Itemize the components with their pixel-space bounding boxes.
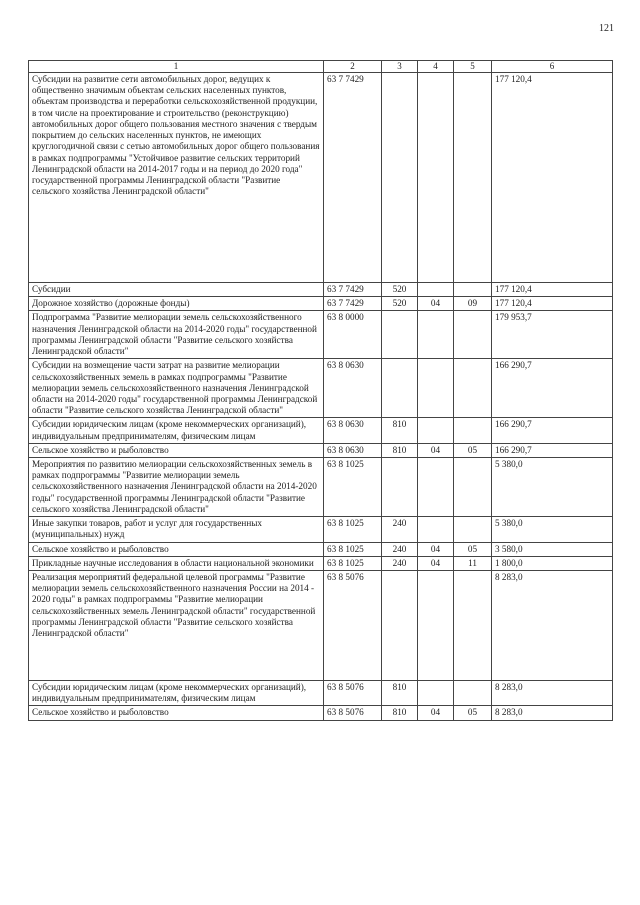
row-code: 63 8 1025 xyxy=(324,542,382,556)
row-expense-type xyxy=(382,359,418,418)
row-section: 04 xyxy=(418,706,454,720)
header-cell: 5 xyxy=(454,61,492,73)
row-subsection xyxy=(454,418,492,443)
row-code: 63 8 0000 xyxy=(324,311,382,359)
row-expense-type: 520 xyxy=(382,282,418,296)
row-subsection: 05 xyxy=(454,706,492,720)
row-name: Сельское хозяйство и рыболовство xyxy=(29,542,324,556)
row-code: 63 8 5076 xyxy=(324,571,382,681)
row-amount: 8 283,0 xyxy=(492,571,613,681)
row-name: Субсидии юридическим лицам (кроме некоммерческих организаций), индивидуальным предпринимателям, физическим лицам xyxy=(29,681,324,706)
row-code: 63 8 1025 xyxy=(324,458,382,517)
table-row xyxy=(29,418,613,443)
table-row xyxy=(29,359,613,418)
row-amount: 8 283,0 xyxy=(492,706,613,720)
row-amount: 166 290,7 xyxy=(492,418,613,443)
table-row xyxy=(29,517,613,542)
row-code: 63 7 7429 xyxy=(324,72,382,282)
row-expense-type: 810 xyxy=(382,706,418,720)
row-subsection xyxy=(454,359,492,418)
row-subsection xyxy=(454,282,492,296)
table-row xyxy=(29,458,613,517)
row-expense-type xyxy=(382,571,418,681)
row-section xyxy=(418,418,454,443)
row-expense-type xyxy=(382,72,418,282)
row-expense-type: 520 xyxy=(382,297,418,311)
row-section: 04 xyxy=(418,443,454,457)
row-subsection: 11 xyxy=(454,556,492,570)
row-name: Дорожное хозяйство (дорожные фонды) xyxy=(29,297,324,311)
row-name: Субсидии на возмещение части затрат на развитие мелиорации сельскохозяйственных земель в рамках подпрограммы "Развитие мелиорации земель сельскохозяйственного назначения Ленинградской области на 2014-2020 годы" государственной программы Ленинградской области "Развитие сельского хозяйства Ленинградской области" xyxy=(29,359,324,418)
row-name: Субсидии xyxy=(29,282,324,296)
row-amount: 177 120,4 xyxy=(492,282,613,296)
row-code: 63 8 5076 xyxy=(324,681,382,706)
row-subsection xyxy=(454,681,492,706)
row-expense-type: 810 xyxy=(382,681,418,706)
row-section: 04 xyxy=(418,556,454,570)
row-expense-type: 810 xyxy=(382,418,418,443)
row-section xyxy=(418,681,454,706)
page-number: 121 xyxy=(599,23,614,34)
row-subsection xyxy=(454,517,492,542)
header-cell: 1 xyxy=(29,61,324,73)
row-subsection xyxy=(454,571,492,681)
row-amount: 5 380,0 xyxy=(492,458,613,517)
row-name: Подпрограмма "Развитие мелиорации земель сельскохозяйственного назначения Ленинградской области на 2014-2020 годы" государственной программы Ленинградской области "Развитие сельского хозяйства Ленинградской области" xyxy=(29,311,324,359)
row-subsection xyxy=(454,311,492,359)
row-name: Мероприятия по развитию мелиорации сельскохозяйственных земель в рамках подпрограммы "Развитие мелиорации земель сельскохозяйственного назначения Ленинградской области на 2014-2020 годы" государственной программы Ленинградской области "Развитие сельского хозяйства Ленинградской области" xyxy=(29,458,324,517)
row-name: Субсидии юридическим лицам (кроме некоммерческих организаций), индивидуальным предпринимателям, физическим лицам xyxy=(29,418,324,443)
row-section xyxy=(418,571,454,681)
row-code: 63 8 0630 xyxy=(324,359,382,418)
row-code: 63 7 7429 xyxy=(324,297,382,311)
row-amount: 166 290,7 xyxy=(492,359,613,418)
row-section xyxy=(418,282,454,296)
table-row xyxy=(29,681,613,706)
row-code: 63 8 1025 xyxy=(324,517,382,542)
row-code: 63 8 1025 xyxy=(324,556,382,570)
header-cell: 2 xyxy=(324,61,382,73)
table-row xyxy=(29,311,613,359)
table-row xyxy=(29,542,613,556)
table-header-row xyxy=(29,61,613,73)
row-section: 04 xyxy=(418,297,454,311)
row-amount: 166 290,7 xyxy=(492,443,613,457)
row-expense-type: 240 xyxy=(382,517,418,542)
row-expense-type xyxy=(382,458,418,517)
row-name: Сельское хозяйство и рыболовство xyxy=(29,706,324,720)
row-subsection: 09 xyxy=(454,297,492,311)
row-amount: 8 283,0 xyxy=(492,681,613,706)
row-section: 04 xyxy=(418,542,454,556)
row-section xyxy=(418,359,454,418)
row-amount: 177 120,4 xyxy=(492,72,613,282)
row-amount: 179 953,7 xyxy=(492,311,613,359)
row-name: Субсидии на развитие сети автомобильных дорог, ведущих к общественно значимым объектам сельских населенных пунктов, объектам производства и переработки сельскохозяйственной продукции, в том числе на проектирование и строительство (реконструкцию) автомобильных дорог общего пользования местного значения с твердым покрытием до сельских населенных пунктов, не имеющих круглогодичной связи с сетью автомобильных дорог общего пользования в рамках подпрограммы "Устойчивое развитие сельских территорий Ленинградской области на 2014-2017 годы и на период до 2020 года" государственной программы Ленинградской области "Развитие сельского хозяйства Ленинградской области" xyxy=(29,72,324,282)
row-subsection xyxy=(454,72,492,282)
row-expense-type: 810 xyxy=(382,443,418,457)
row-amount: 3 580,0 xyxy=(492,542,613,556)
budget-table xyxy=(28,60,613,721)
row-section xyxy=(418,72,454,282)
header-cell: 4 xyxy=(418,61,454,73)
table-row xyxy=(29,556,613,570)
header-cell: 3 xyxy=(382,61,418,73)
row-section xyxy=(418,517,454,542)
row-amount: 177 120,4 xyxy=(492,297,613,311)
table-row xyxy=(29,282,613,296)
table-row xyxy=(29,297,613,311)
header-cell: 6 xyxy=(492,61,613,73)
row-name: Сельское хозяйство и рыболовство xyxy=(29,443,324,457)
row-expense-type xyxy=(382,311,418,359)
row-subsection xyxy=(454,458,492,517)
table-row xyxy=(29,443,613,457)
table-row xyxy=(29,72,613,282)
row-name: Реализация мероприятий федеральной целевой программы "Развитие мелиорации земель сельскохозяйственного назначения России на 2014 - 2020 годы" в рамках подпрограммы "Развитие мелиорации сельскохозяйственных земель Ленинградской области" государственной программы Ленинградской области "Развитие сельского хозяйства Ленинградской области" xyxy=(29,571,324,681)
row-code: 63 8 0630 xyxy=(324,418,382,443)
row-section xyxy=(418,458,454,517)
row-name: Прикладные научные исследования в области национальной экономики xyxy=(29,556,324,570)
row-code: 63 7 7429 xyxy=(324,282,382,296)
table-row xyxy=(29,571,613,681)
table-row xyxy=(29,706,613,720)
row-amount: 5 380,0 xyxy=(492,517,613,542)
row-section xyxy=(418,311,454,359)
row-name: Иные закупки товаров, работ и услуг для государственных (муниципальных) нужд xyxy=(29,517,324,542)
row-amount: 1 800,0 xyxy=(492,556,613,570)
row-code: 63 8 5076 xyxy=(324,706,382,720)
row-subsection: 05 xyxy=(454,542,492,556)
row-expense-type: 240 xyxy=(382,542,418,556)
row-expense-type: 240 xyxy=(382,556,418,570)
row-subsection: 05 xyxy=(454,443,492,457)
row-code: 63 8 0630 xyxy=(324,443,382,457)
